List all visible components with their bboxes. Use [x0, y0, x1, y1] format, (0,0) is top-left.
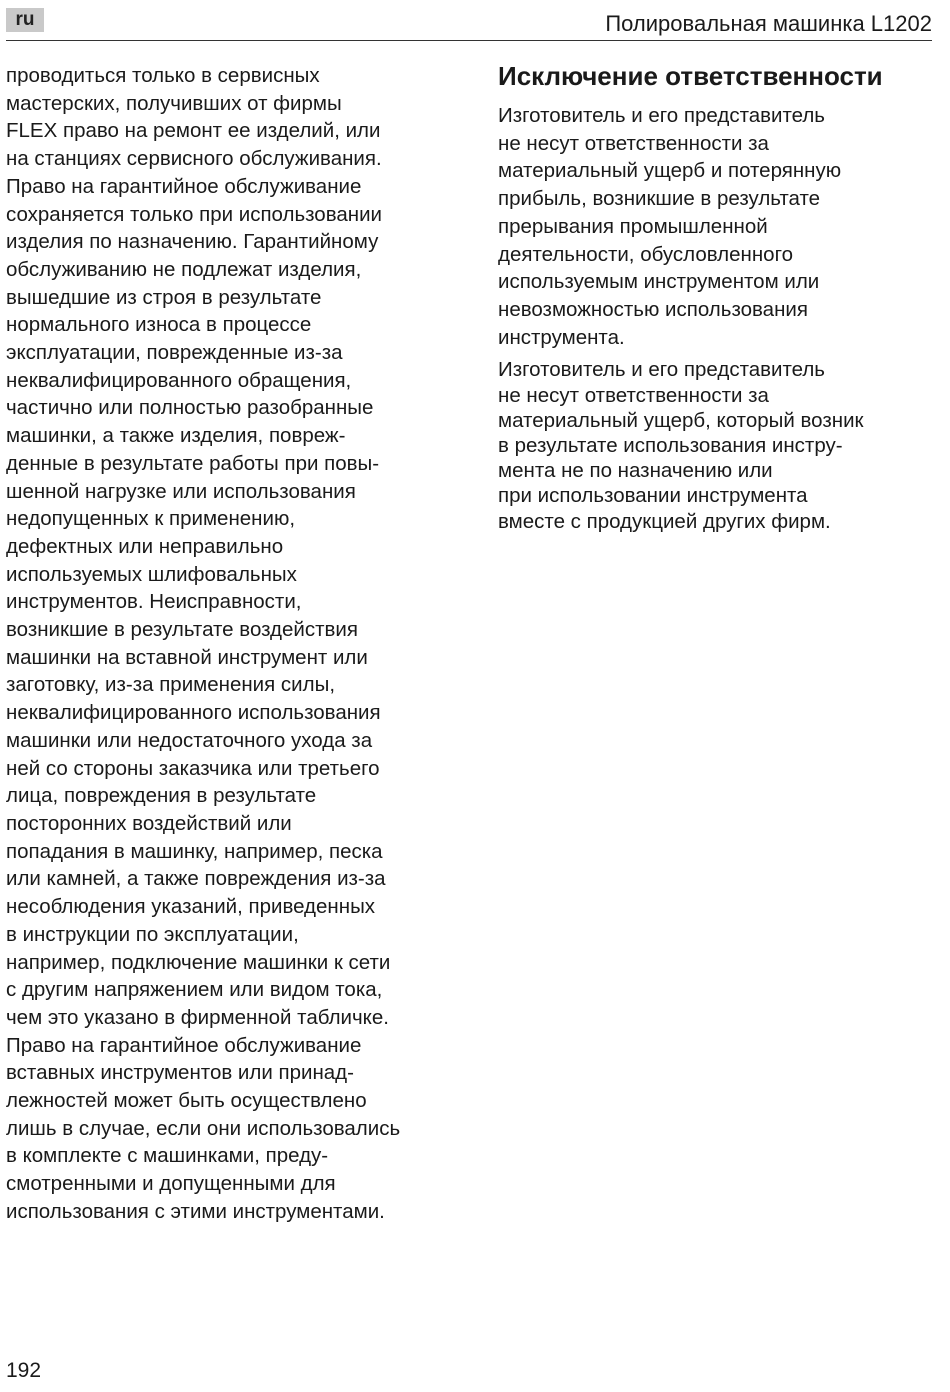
page-number: 192: [6, 1359, 42, 1382]
text-line: лежностей может быть осуществлено: [6, 1089, 367, 1113]
text-line: шенной нагрузке или использования: [6, 479, 356, 503]
text-line: ней со стороны заказчика или третьего: [6, 756, 380, 780]
text-line: эксплуатации, поврежденные из-за: [6, 341, 343, 365]
text-line: материальный ущерб и потерянную: [498, 159, 842, 183]
text-line: мента не по назначению или: [498, 459, 773, 483]
text-line: заготовку, из-за применения силы,: [6, 673, 336, 697]
text-line: машинки, а также изделия, повреж-: [6, 424, 346, 448]
text-line: чем это указано в фирменной табличке.: [6, 1005, 389, 1029]
text-line: вышедшие из строя в результате: [6, 285, 322, 309]
text-line: вставных инструментов или принад-: [6, 1061, 354, 1085]
text-line: попадания в машинку, например, песка: [6, 839, 383, 863]
text-line: проводиться только в сервисных: [6, 64, 320, 87]
text-line: деятельности, обусловленного: [498, 242, 793, 266]
text-line: не несут ответственности за: [498, 131, 769, 155]
text-line: частично или полностью разобранные: [6, 396, 374, 420]
text-line: денные в результате работы при повы-: [6, 451, 380, 475]
text-line: лишь в случае, если они использовались: [6, 1116, 401, 1140]
text-line: неквалифицированного использования: [6, 701, 381, 725]
text-line: несоблюдения указаний, приведенных: [6, 895, 376, 919]
right-column: [498, 58, 928, 534]
text-line: изделия по назначению. Гарантийному: [6, 230, 379, 254]
text-line: дефектных или неправильно: [6, 534, 284, 558]
text-line: используемым инструментом или: [498, 270, 820, 294]
header-divider: [6, 40, 932, 41]
liability-paragraph-2: [498, 357, 928, 533]
text-line: при использовании инструмента: [498, 484, 808, 508]
text-line: прибыль, возникшие в результате: [498, 187, 821, 211]
text-line: смотренными и допущенными для: [6, 1172, 336, 1196]
text-line: посторонних воздействий или: [6, 811, 292, 835]
text-line: на станциях сервисного обслуживания.: [6, 147, 382, 171]
text-line: машинки на вставной инструмент или: [6, 645, 368, 669]
text-line: в результате использования инстру-: [498, 433, 843, 457]
left-column: [6, 62, 446, 1226]
text-line: Изготовитель и его представитель: [498, 104, 825, 127]
liability-paragraph-1: [498, 102, 928, 351]
text-line: инструментов. Неисправности,: [6, 590, 302, 614]
text-line: Право на гарантийное обслуживание: [6, 174, 362, 198]
text-line: используемых шлифовальных: [6, 562, 297, 586]
text-line: мастерских, получивших от фирмы: [6, 91, 342, 115]
text-line: в инструкции по эксплуатации,: [6, 922, 299, 946]
text-line: например, подключение машинки к сети: [6, 950, 391, 974]
text-line: инструмента.: [498, 325, 625, 349]
text-line: неквалифицированного обращения,: [6, 368, 352, 392]
text-line: использования с этими инструментами.: [6, 1199, 385, 1223]
text-line: недопущенных к применению,: [6, 507, 296, 531]
text-line: вместе с продукцией других фирм.: [498, 509, 831, 533]
text-line: с другим напряжением или видом тока,: [6, 978, 383, 1002]
text-line: или камней, а также повреждения из-за: [6, 867, 386, 891]
text-line: невозможностью использования: [498, 297, 808, 321]
text-line: FLEX право на ремонт ее изделий, или: [6, 119, 381, 143]
text-line: материальный ущерб, который возник: [498, 408, 864, 432]
text-line: лица, повреждения в результате: [6, 784, 317, 808]
text-line: машинки или недостаточного ухода за: [6, 728, 373, 752]
section-heading: Исключение ответственности: [498, 61, 883, 91]
text-line: возникшие в результате воздействия: [6, 618, 358, 642]
language-badge: ru: [6, 8, 44, 32]
text-line: нормального износа в процессе: [6, 313, 312, 337]
text-line: сохраняется только при использовании: [6, 202, 382, 226]
warranty-text-continued: [6, 62, 446, 1226]
text-line: в комплекте с машинками, преду-: [6, 1144, 329, 1168]
text-line: прерывания промышленной: [498, 214, 768, 238]
text-line: Изготовитель и его представитель: [498, 358, 825, 382]
text-line: Право на гарантийное обслуживание: [6, 1033, 362, 1057]
text-line: не несут ответственности за: [498, 383, 769, 407]
document-title: Полировальная машинка L1202: [605, 11, 932, 36]
text-line: обслуживанию не подлежат изделия,: [6, 257, 362, 281]
